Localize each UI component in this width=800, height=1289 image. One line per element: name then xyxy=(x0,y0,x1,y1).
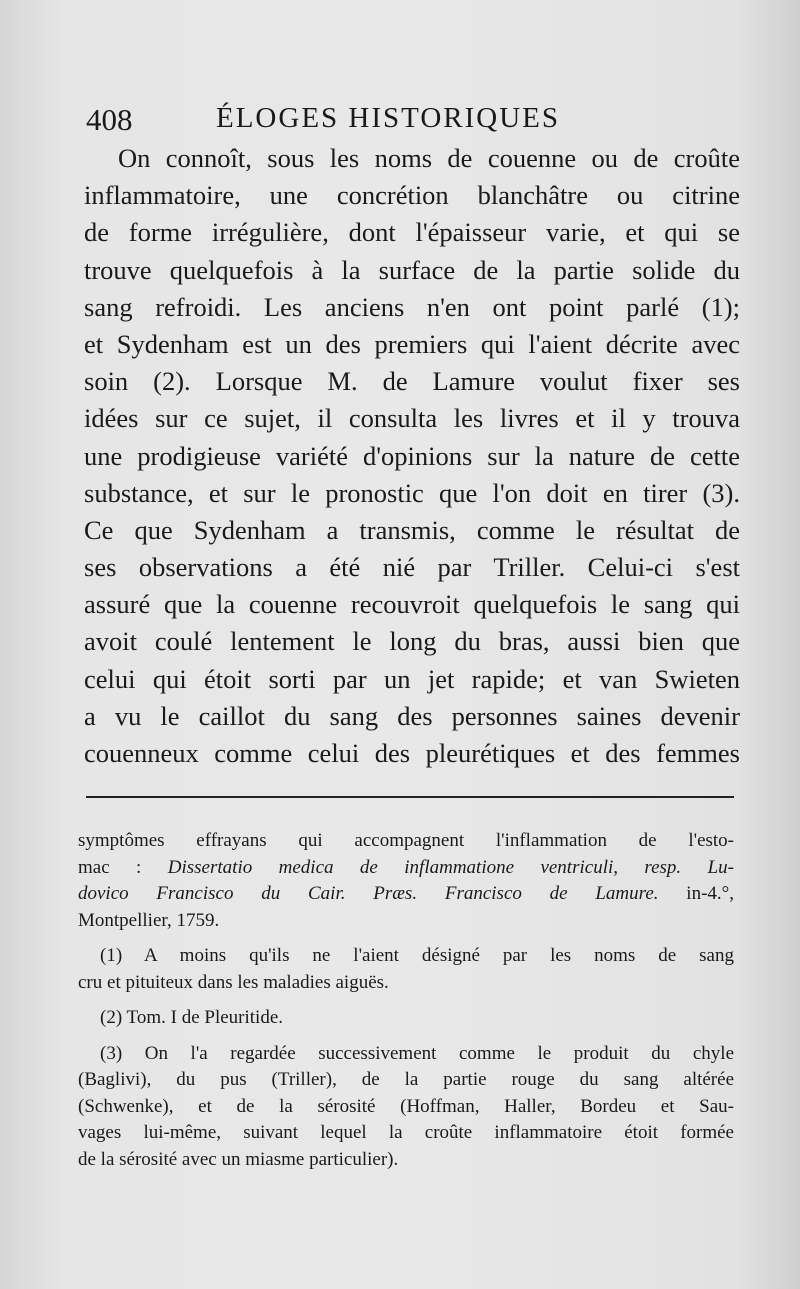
text-line: trouve quelquefois à la surface de la partie solide du xyxy=(84,254,740,285)
footnote-line: cru et pituiteux dans les maladies aiguës. xyxy=(78,971,389,993)
footnote-line: symptômes effrayans qui accompagnent l'inflammation de l'esto- xyxy=(78,830,734,851)
text-line: a vu le caillot du sang des personnes saines devenir xyxy=(84,700,740,731)
running-title: ÉLOGES HISTORIQUES xyxy=(216,102,560,134)
text-line: inflammatoire, une concrétion blanchâtre ou citrine xyxy=(84,180,740,211)
footnote-citation: Dissertatio medica de inflammatione ventriculi, resp. Lu- xyxy=(167,856,734,878)
footnote-line: (Baglivi), du pus (Triller), de la partie rouge du sang altérée xyxy=(78,1069,734,1090)
page-number: 408 xyxy=(86,102,133,137)
footnote-line xyxy=(78,881,734,908)
footnotes xyxy=(78,828,734,1173)
footnote-text: in-4.°, xyxy=(658,883,734,904)
text-line: avoit coulé lentement le long du bras, aussi bien que xyxy=(84,626,740,657)
footnote-continuation xyxy=(78,828,734,934)
text-line: On connoît, sous les noms de couenne ou de croûte xyxy=(118,143,740,173)
footnote-line: de la sérosité avec un miasme particulier). xyxy=(78,1148,399,1170)
footnote-2 xyxy=(78,1005,734,1032)
footnote-line: Montpellier, 1759. xyxy=(78,909,220,931)
text-line: de forme irrégulière, dont l'épaisseur varie, et qui se xyxy=(84,217,740,248)
footnote-line: (Schwenke), et de la sérosité (Hoffman, Haller, Bordeu et Sau- xyxy=(78,1095,734,1117)
text-line: sang refroidi. Les anciens n'en ont point parlé (1); xyxy=(84,291,740,322)
footnote-line: (2) Tom. I de Pleuritide. xyxy=(100,1007,284,1028)
page-header xyxy=(86,102,726,142)
text-line: assuré que la couenne recouvroit quelquefois le sang qui xyxy=(84,589,740,620)
footnote-3 xyxy=(78,1041,734,1174)
footnote-line: (3) On l'a regardée successivement comme le produit du chyle xyxy=(100,1042,734,1064)
text-line: couenneux comme celui des pleurétiques et des femmes xyxy=(84,738,740,768)
footnote-divider xyxy=(86,796,734,798)
footnote-line: (1) A moins qu'ils ne l'aient désigné par les noms de sang xyxy=(100,945,734,966)
footnote-spacer xyxy=(78,996,734,1005)
footnote-line xyxy=(78,855,734,882)
footnote-line: vages lui-même, suivant lequel la croûte inflammatoire étoit formée xyxy=(78,1122,734,1143)
footnote-citation: dovico Francisco du Cair. Præs. Francisco de Lamure. xyxy=(78,883,659,904)
text-line: soin (2). Lorsque M. de Lamure voulut fixer ses xyxy=(84,366,740,397)
text-line: Ce que Sydenham a transmis, comme le résultat de xyxy=(84,514,740,545)
text-line: idées sur ce sujet, il consulta les livres et il y trouva xyxy=(84,403,740,434)
main-text xyxy=(84,140,740,772)
text-line: celui qui étoit sorti par un jet rapide; et van Swieten xyxy=(84,663,740,694)
text-line: et Sydenham est un des premiers qui l'aient décrite avec xyxy=(84,328,740,359)
footnote-text: mac : xyxy=(78,856,168,878)
text-line: substance, et sur le pronostic que l'on doit en tirer (3). xyxy=(84,477,740,508)
footnote-spacer xyxy=(78,934,734,943)
text-line: une prodigieuse variété d'opinions sur la nature de cette xyxy=(84,440,740,471)
footnote-spacer xyxy=(78,1032,734,1041)
text-line: ses observations a été nié par Triller. Celui-ci s'est xyxy=(84,552,740,583)
footnote-1 xyxy=(78,943,734,996)
